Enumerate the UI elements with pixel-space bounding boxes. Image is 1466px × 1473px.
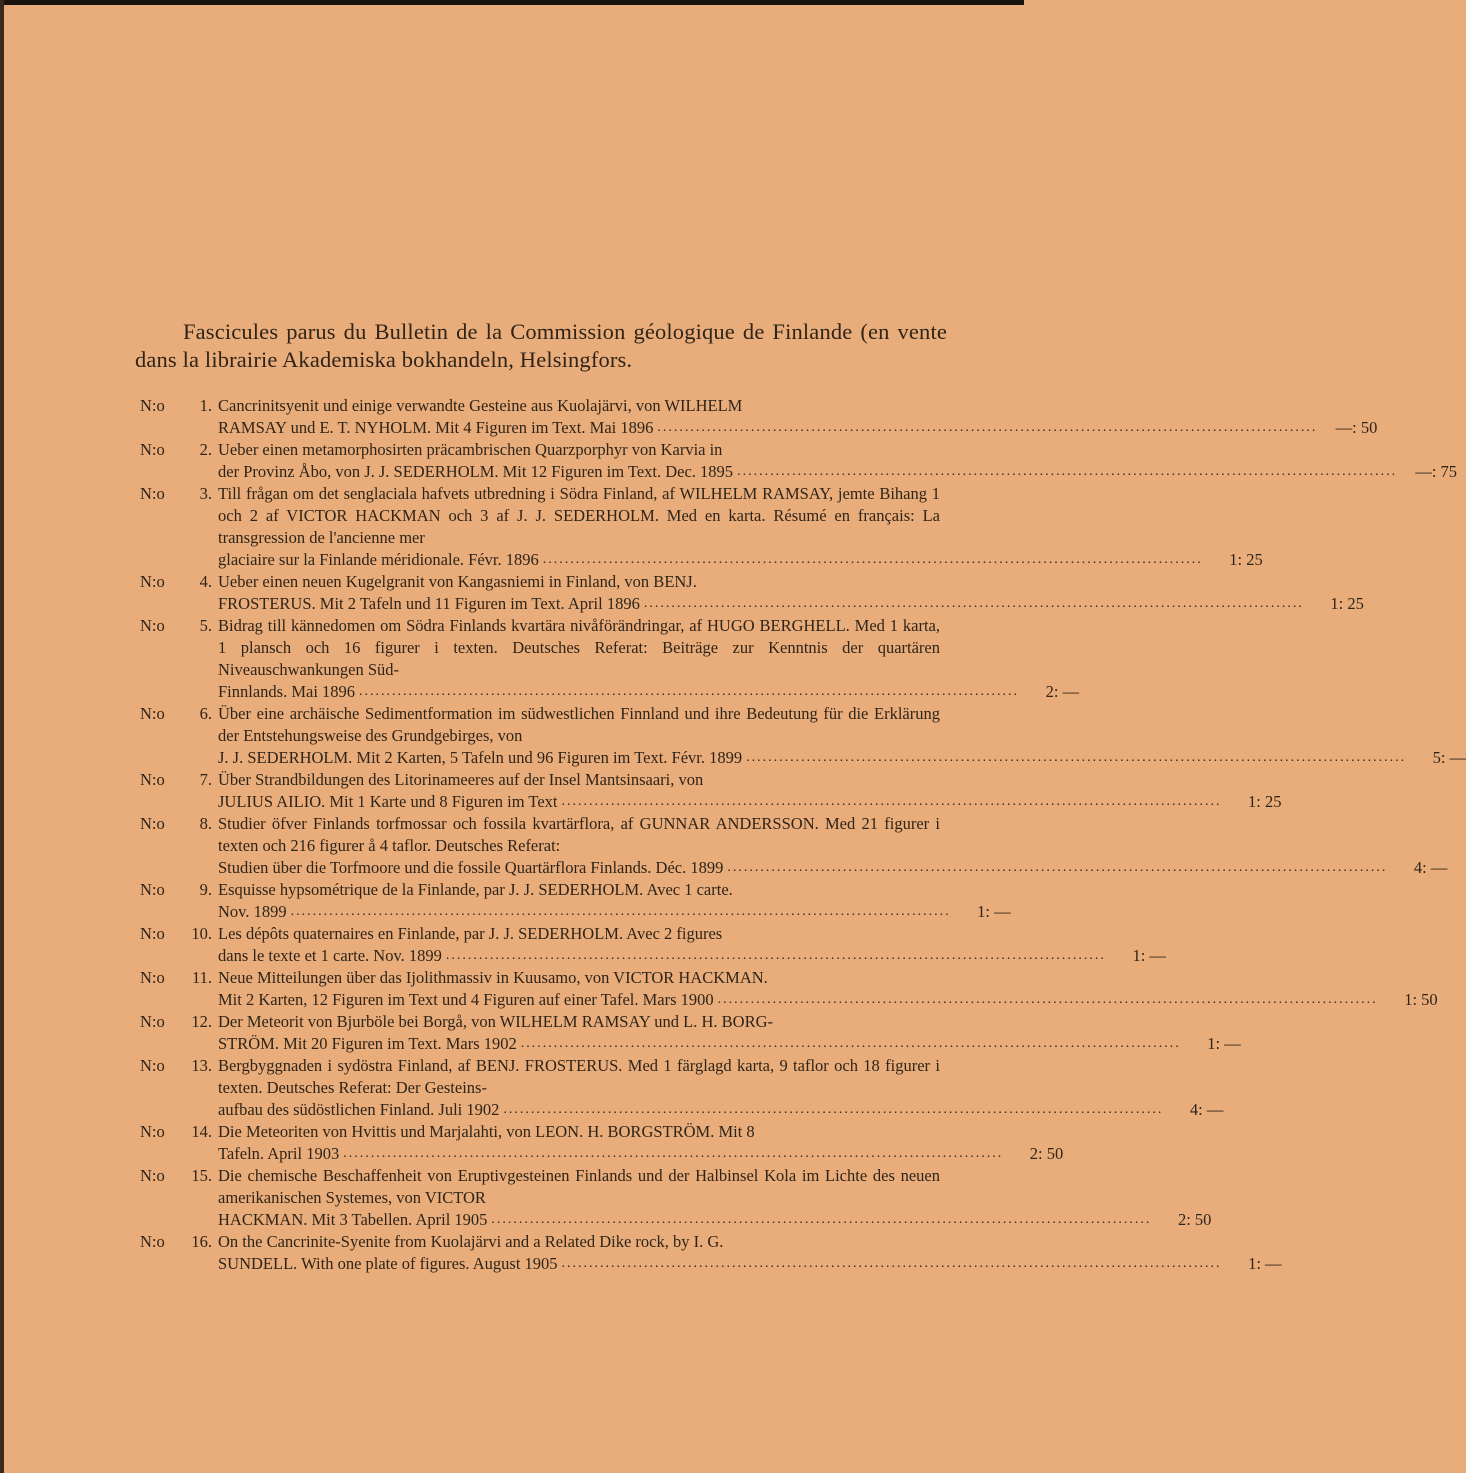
list-item [140, 395, 1378, 439]
leader-dots: ........................................................................................................................ [561, 794, 1222, 809]
entry-prefix: N:o [140, 1012, 165, 1031]
entry-price: 1: — [977, 902, 1011, 921]
entry-number: 14. [191, 1122, 212, 1141]
entry-last-line: Nov. 1899 [218, 902, 287, 921]
entry-number: 16. [191, 1232, 212, 1251]
entry-number: 13. [191, 1056, 212, 1075]
entry-prefix: N:o [140, 704, 165, 723]
entry-number: 3. [199, 484, 212, 503]
entry-text: Bergbyggnaden i sydöstra Finland, af BENJ. FROSTERUS. Med 1 färglagd karta, 9 taflor och 18 figurer i texten. Deutsches Referat: Der Gesteins- [218, 1056, 940, 1097]
entry-last-line: der Provinz Åbo, von J. J. SEDERHOLM. Mit 12 Figuren im Text. Dec. 1895 [218, 462, 734, 481]
list-item [140, 1231, 1282, 1275]
entry-price: 1: — [1132, 946, 1166, 965]
leader-dots: ........................................................................................................................ [737, 464, 1398, 479]
entry-prefix: N:o [140, 1122, 165, 1141]
entry-last-line: glaciaire sur la Finlande méridionale. Févr. 1896 [218, 550, 539, 569]
entry-last-line: J. J. SEDERHOLM. Mit 2 Karten, 5 Tafeln und 96 Figuren im Text. Févr. 1899 [218, 748, 743, 767]
entry-last-line: Tafeln. April 1903 [218, 1144, 340, 1163]
entry-text: Bidrag till kännedomen om Södra Finlands kvartära nivåförändringar, af HUGO BERGHELL. Med 1 karta, 1 plansch och 16 figurer i texten. Deutsches Referat: Beiträge zur Kenntnis der quartären Niveauschwankungen Süd- [218, 616, 940, 679]
entry-price: 4: — [1189, 1100, 1224, 1119]
entry-number: 1. [199, 396, 212, 415]
entry-last-line: dans le texte et 1 carte. Nov. 1899 [218, 946, 442, 965]
entry-text: Esquisse hypsométrique de la Finlande, par J. J. SEDERHOLM. Avec 1 carte. [218, 880, 733, 899]
entry-text: Neue Mitteilungen über das Ijolithmassiv in Kuusamo, von VICTOR HACKMAN. [218, 968, 768, 987]
entry-price: 2: 50 [1029, 1144, 1064, 1163]
entry-number: 5. [199, 616, 212, 635]
entry-text: Studier öfver Finlands torfmossar och fossila kvartärflora, af GUNNAR ANDERSSON. Med 21 figurer i texten och 216 figurer å 4 taflor. Deutsches Referat: [218, 814, 940, 855]
entry-price: 1: 25 [1229, 550, 1263, 569]
list-item [140, 439, 1458, 483]
entry-number: 12. [191, 1012, 212, 1031]
entry-prefix: N:o [140, 572, 165, 591]
list-item [140, 1165, 1212, 1231]
leader-dots: ........................................................................................................................ [657, 420, 1318, 435]
entry-price: 1: 50 [1404, 990, 1438, 1009]
entry-price: 2: 50 [1177, 1210, 1212, 1229]
entry-text: On the Cancrinite-Syenite from Kuolajärvi and a Related Dike rock, by I. G. [218, 1232, 724, 1251]
entry-last-line: Studien über die Torfmoore und die fossile Quartärflora Finlands. Déc. 1899 [218, 858, 724, 877]
list-item [140, 483, 1263, 571]
entry-last-line: JULIUS AILIO. Mit 1 Karte und 8 Figuren im Text [218, 792, 558, 811]
entry-last-line: aufbau des südöstlichen Finland. Juli 1902 [218, 1100, 500, 1119]
list-item [140, 571, 1364, 615]
leader-dots: ........................................................................................................................ [717, 992, 1378, 1007]
entry-price: —: 75 [1415, 462, 1458, 481]
fascicule-list [140, 395, 1466, 1275]
list-item [140, 769, 1282, 813]
entry-prefix: N:o [140, 616, 165, 635]
list-item [140, 1011, 1241, 1055]
leader-dots: ........................................................................................................................ [445, 948, 1106, 963]
entry-number: 2. [199, 440, 212, 459]
entry-text: Till frågan om det senglaciala hafvets utbredning i Södra Finland, af WILHELM RAMSAY, jemte Bihang 1 och 2 af VICTOR HACKMAN och 3 af J. J. SEDERHOLM. Med en karta. Résumé en français: La transgression de l'ancienne mer [218, 484, 940, 547]
entry-prefix: N:o [140, 1166, 165, 1185]
entry-price: 5: — [1432, 748, 1466, 767]
entry-number: 7. [199, 770, 212, 789]
list-item [140, 813, 1448, 879]
entry-number: 9. [199, 880, 212, 899]
entry-text: Über eine archäische Sedimentformation im südwestlichen Finnland und ihre Bedeutung für die Erklärung der Entstehungsweise des Grundgebirges, von [218, 704, 940, 745]
entry-price: 2: — [1045, 682, 1080, 701]
list-item [140, 615, 1080, 703]
entry-prefix: N:o [140, 396, 165, 415]
entry-price: 1: — [1207, 1034, 1241, 1053]
entry-prefix: N:o [140, 814, 165, 833]
leader-dots: ........................................................................................................................ [343, 1146, 1004, 1161]
entry-prefix: N:o [140, 1056, 165, 1075]
leader-dots: ........................................................................................................................ [520, 1036, 1181, 1051]
entry-text: Die Meteoriten von Hvittis und Marjalahti, von LEON. H. BORGSTRÖM. Mit 8 [218, 1122, 755, 1141]
leader-dots: ........................................................................................................................ [491, 1212, 1152, 1227]
entry-last-line: RAMSAY und E. T. NYHOLM. Mit 4 Figuren im Text. Mai 1896 [218, 418, 654, 437]
leader-dots: ........................................................................................................................ [561, 1256, 1222, 1271]
entry-price: 1: 25 [1330, 594, 1364, 613]
entry-prefix: N:o [140, 440, 165, 459]
entry-text: Ueber einen metamorphosirten präcambrischen Quarzporphyr von Karvia in [218, 440, 723, 459]
leader-dots: ........................................................................................................................ [503, 1102, 1164, 1117]
list-item [140, 879, 1011, 923]
leader-dots: ........................................................................................................................ [746, 750, 1407, 765]
leader-dots: ........................................................................................................................ [643, 596, 1304, 611]
leader-dots: ........................................................................................................................ [359, 684, 1020, 699]
entry-number: 6. [199, 704, 212, 723]
entry-prefix: N:o [140, 880, 165, 899]
entry-text: Die chemische Beschaffenheit von Eruptivgesteinen Finlands und der Halbinsel Kola im Lichte des neuen amerikanischen Systemes, von VICTOR [218, 1166, 940, 1207]
leader-dots: ........................................................................................................................ [290, 904, 951, 919]
leader-dots: ........................................................................................................................ [727, 860, 1388, 875]
entry-last-line: SUNDELL. With one plate of figures. August 1905 [218, 1254, 558, 1273]
entry-prefix: N:o [140, 968, 165, 987]
list-item [140, 923, 1166, 967]
entry-prefix: N:o [140, 1232, 165, 1251]
entry-number: 11. [191, 968, 212, 987]
left-edge [0, 0, 4, 1473]
entry-prefix: N:o [140, 484, 165, 503]
entry-last-line: Finnlands. Mai 1896 [218, 682, 356, 701]
leader-dots: ........................................................................................................................ [542, 552, 1203, 567]
entry-number: 4. [199, 572, 212, 591]
entry-number: 10. [191, 924, 212, 943]
entry-price: 4: — [1413, 858, 1448, 877]
entry-number: 15. [191, 1166, 212, 1185]
entry-last-line: Mit 2 Karten, 12 Figuren im Text und 4 Figuren auf einer Tafel. Mars 1900 [218, 990, 714, 1009]
entry-text: Cancrinitsyenit und einige verwandte Gesteine aus Kuolajärvi, von WILHELM [218, 396, 743, 415]
entry-text: Der Meteorit von Bjurböle bei Borgå, von WILHELM RAMSAY und L. H. BORG- [218, 1012, 773, 1031]
entry-text: Über Strandbildungen des Litorinameeres auf der Insel Mantsinsaari, von [218, 770, 704, 789]
entry-price: 1: — [1248, 1254, 1282, 1273]
entry-last-line: FROSTERUS. Mit 2 Tafeln und 11 Figuren im Text. April 1896 [218, 594, 640, 613]
list-item [140, 1121, 1064, 1165]
entry-price: 1: 25 [1248, 792, 1282, 811]
entry-text: Ueber einen neuen Kugelgranit von Kangasniemi in Finland, von BENJ. [218, 572, 697, 591]
intro-paragraph: Fascicules parus du Bulletin de la Commission géologique de Finlande (en vente dans la librairie Akademiska bokhandeln, Helsingfors. [135, 319, 947, 372]
entry-prefix: N:o [140, 770, 165, 789]
list-item [140, 703, 1466, 769]
list-item [140, 967, 1438, 1011]
entry-last-line: STRÖM. Mit 20 Figuren im Text. Mars 1902 [218, 1034, 517, 1053]
entry-prefix: N:o [140, 924, 165, 943]
top-edge [0, 0, 1024, 5]
list-item [140, 1055, 1224, 1121]
entry-number: 8. [199, 814, 212, 833]
entry-price: —: 50 [1335, 418, 1378, 437]
entry-text: Les dépôts quaternaires en Finlande, par J. J. SEDERHOLM. Avec 2 figures [218, 924, 723, 943]
entry-last-line: HACKMAN. Mit 3 Tabellen. April 1905 [218, 1210, 488, 1229]
